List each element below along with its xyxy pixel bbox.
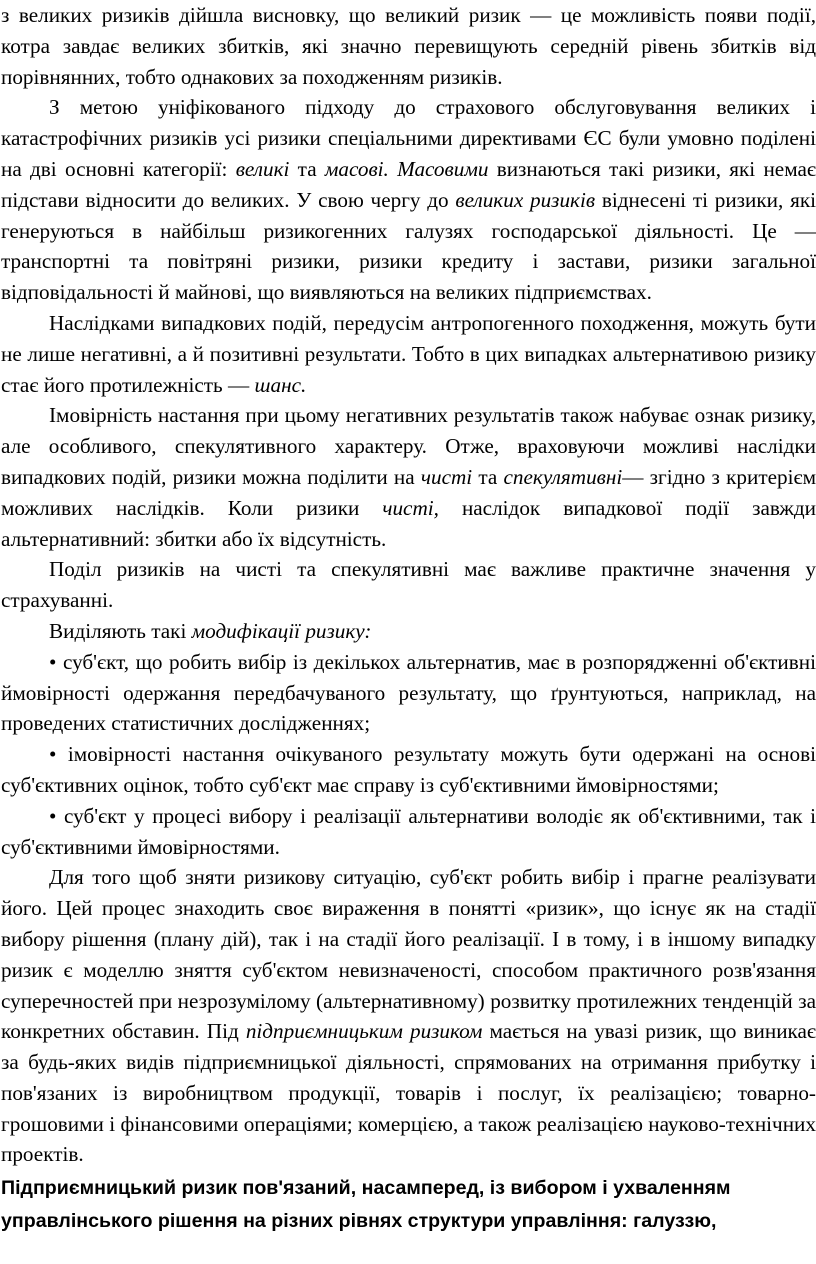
paragraph-large-risk-definition: з великих ризиків дійшла висновку, що великий ризик — це можливість появи події, котра завдає великих збитків, які значно перевищують середній рівень збитків від порівнянних, тобто однакових за походженням ризиків. <box>1 3 816 89</box>
paragraph-insurance-importance: Поділ ризиків на чисті та спекулятивні має важливе практичне значення у страхуванні. <box>1 557 816 613</box>
paragraph-chance: Наслідками випадкових подій, передусім антропогенного походження, можуть бути не лише негативні, а й позитивні результати. Тобто в цих випадках альтернативою ризику стає його протилежність — шанс. <box>1 310 816 397</box>
term-speculative: спекулятивні <box>503 464 623 489</box>
term-entrepreneurial-risk: підприємницьким ризиком <box>245 1019 483 1044</box>
list-item-subjective-probabilities: • імовірності настання очікуваного результату можуть бути одержані на основі суб'єктивних оцінок, тобто суб'єкт має справу із суб'єктивними ймовірностями; <box>1 742 816 797</box>
term-risk-modifications: модифікації ризику: <box>191 618 372 643</box>
list-item-objective-probabilities: • суб'єкт, що робить вибір із декількох альтернатив, має в розпорядженні об'єктивні ймовірності одержання передбачуваного результату, що ґрунтуються, наприклад, на проведених статистичних дослідженнях; <box>1 649 816 736</box>
term-large-risks: великих ризиків <box>455 187 596 212</box>
paragraph-entrepreneurial-risk: Для того щоб зняти ризикову ситуацію, суб'єкт робить вибір і прагне реалізувати його. Цей процес знаходить своє вираження в понятті «ризик», що існує як на стадії вибору рішення (плану дій), так і на стадії його реалізації. І в тому, і в іншому випадку ризик є моделлю зняття суб'єктом невизначеності, способом практичного розв'язання суперечностей при незрозумілому (альтернативному) розвитку протилежних тенденцій за конкретних обставин. Під підприємницьким ризиком мається на увазі ризик, що виникає за будь-яких видів підприємницької діяльності, спрямованих на отримання прибутку і пов'язаних із виробництвом продукції, товарів і послуг, їх реалізацією; товарно-грошовими і фінансовими операціями; комерцією, а також реалізацією науково-технічних проектів. <box>1 865 816 1167</box>
paragraph-eu-risk-categories: З метою уніфікованого підходу до страхового обслуговування великих і катастрофічних ризиків усі ризики спеціальними директивами ЄС були умовно поділені на дві основні категорії: великі та масові. Масовими визнаються такі ризики, які немає підстави відносити до великих. У свою чергу до великих ризиків віднесені ті ризики, які генеруються в найбільш ризикогенних галузях господарської діяльності. Це — транспортні та повітряні ризики, ризики кредиту і застави, ризики загальної відповідальності й майнові, що виявляються на великих підприємствах. <box>1 95 816 305</box>
term-chance: шанс. <box>254 372 307 397</box>
paragraph-management-decision: Підприємницький ризик пов'язаний, насамперед, із вибором і ухваленням управлінського рішення на різних рівнях структури управління: галуззю, <box>1 1177 731 1233</box>
term-pure: чисті <box>420 464 473 489</box>
paragraph-risk-modifications-intro: Виділяють такі модифікації ризику: <box>49 618 372 643</box>
term-pure-2: чисті, <box>382 495 439 520</box>
term-large: великі <box>235 156 290 181</box>
list-item-both-probabilities: • суб'єкт у процесі вибору і реалізації альтернативи володіє як об'єктивними, так і суб'єктивними ймовірностями. <box>1 803 816 859</box>
paragraph-pure-speculative: Імовірність настання при цьому негативних результатів також набуває ознак ризику, але особливого, спекулятивного характеру. Отже, враховуючи можливі наслідки випадкових подій, ризики можна поділити на чисті та спекулятивні— згідно з критерієм можливих наслідків. Коли ризики чисті, наслідок випадкової події завжди альтернативний: збитки або їх відсутність. <box>1 403 816 551</box>
term-mass: масові. Масовими <box>324 156 489 181</box>
